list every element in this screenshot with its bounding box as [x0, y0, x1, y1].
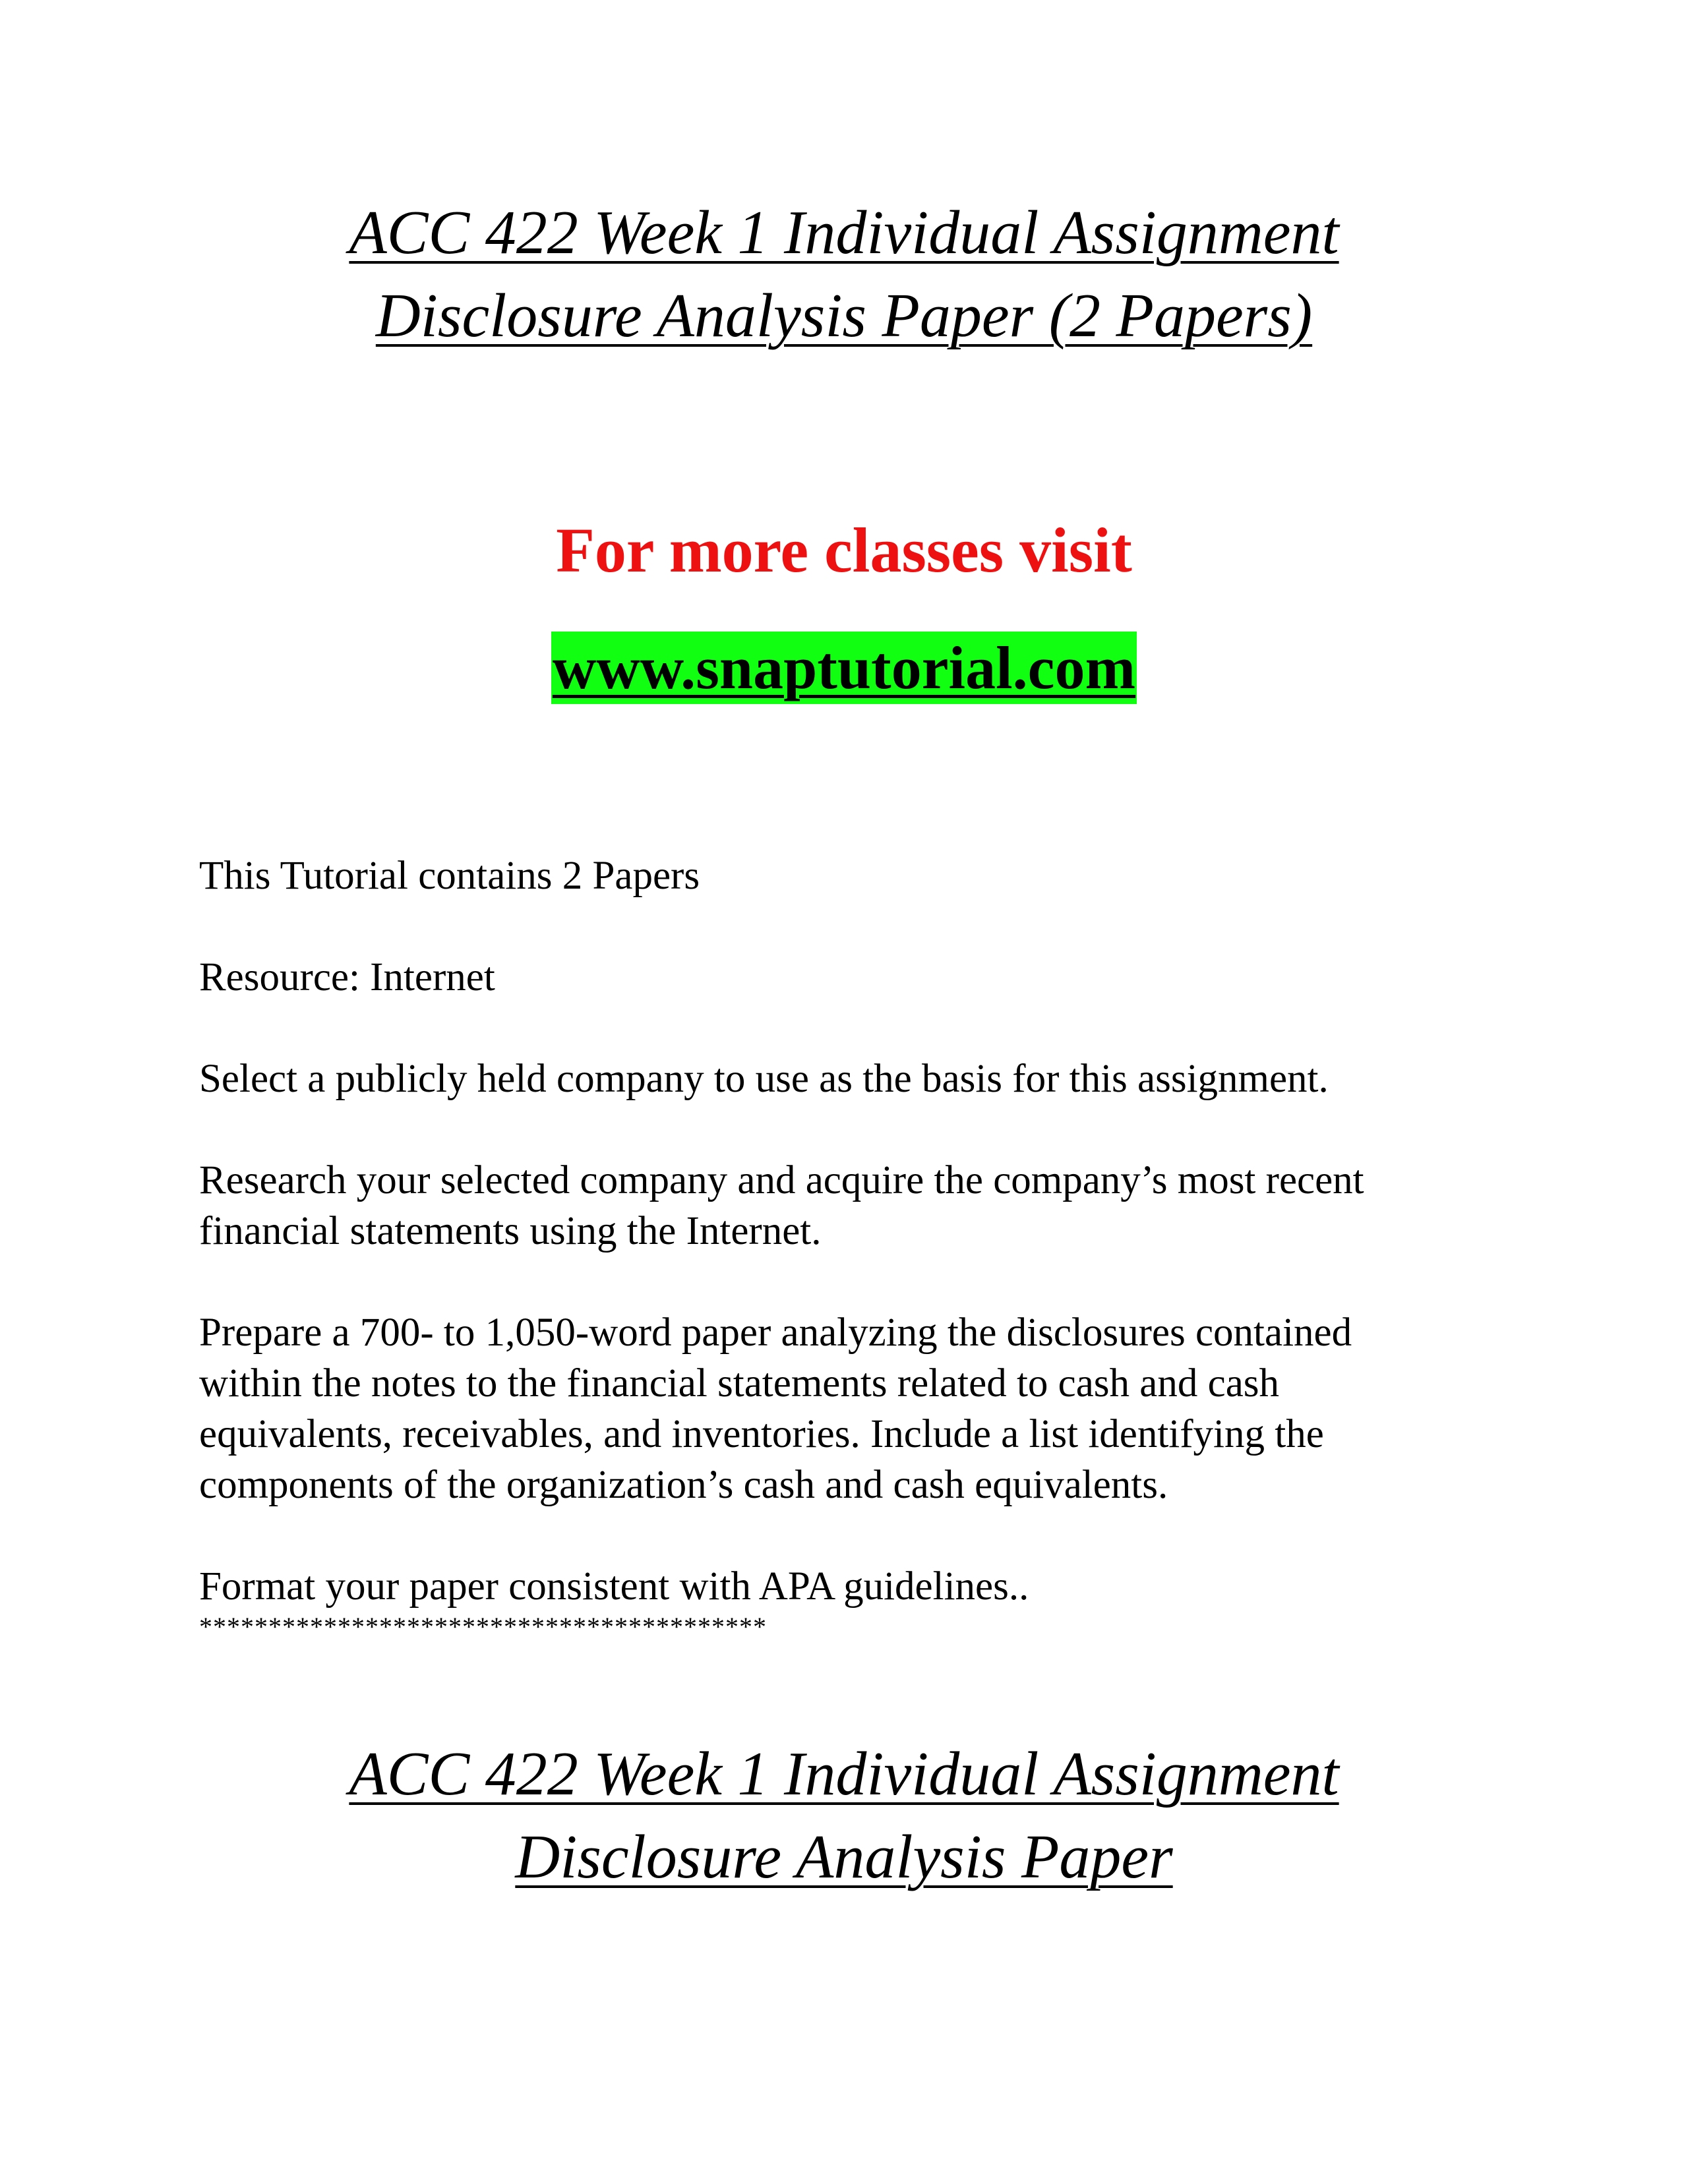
- research-line-2: financial statements using the Internet.: [199, 1209, 822, 1253]
- section-title: [0, 1732, 1688, 1899]
- paragraph-resource: Resource: Internet: [199, 955, 495, 999]
- paragraph-research: [199, 1155, 1518, 1256]
- paragraph-prepare: [199, 1307, 1518, 1510]
- section-title-line-2: Disclosure Analysis Paper: [515, 1823, 1173, 1891]
- prepare-line-3: equivalents, receivables, and inventories. Include a list identifying the: [199, 1412, 1324, 1456]
- document-title: [0, 191, 1688, 357]
- promo-link-wrapper: [0, 632, 1688, 704]
- paragraph-format: Format your paper consistent with APA guidelines..: [199, 1564, 1029, 1608]
- paragraph-select-company: Select a publicly held company to use as the basis for this assignment.: [199, 1057, 1329, 1101]
- research-line-1: Research your selected company and acquire the company’s most recent: [199, 1158, 1364, 1202]
- title-line-2: Disclosure Analysis Paper (2 Papers): [375, 281, 1313, 350]
- prepare-line-2: within the notes to the financial statements related to cash and cash: [199, 1361, 1280, 1405]
- prepare-line-1: Prepare a 700- to 1,050-word paper analyzing the disclosures contained: [199, 1311, 1352, 1355]
- title-line-1: ACC 422 Week 1 Individual Assignment: [349, 198, 1339, 267]
- snaptutorial-link[interactable]: www.snaptutorial.com: [551, 632, 1137, 704]
- asterisk-separator: *****************************************: [199, 1612, 767, 1641]
- paragraph-papers-count: This Tutorial contains 2 Papers: [199, 854, 700, 898]
- promo-text: For more classes visit: [556, 515, 1132, 585]
- prepare-line-4: components of the organization’s cash and cash equivalents.: [199, 1463, 1168, 1507]
- section-title-line-1: ACC 422 Week 1 Individual Assignment: [349, 1740, 1339, 1808]
